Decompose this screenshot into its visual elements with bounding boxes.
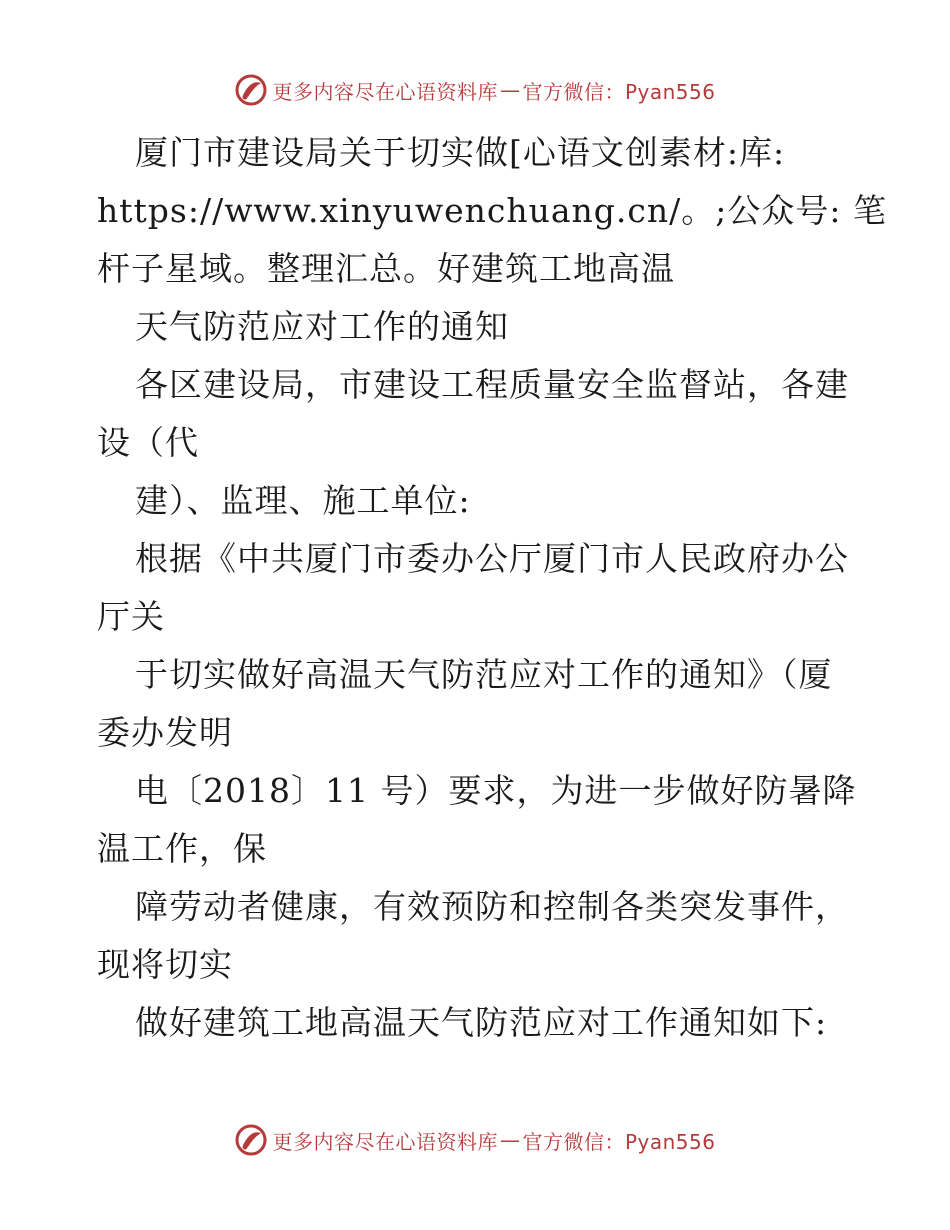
doc-line: 杆子星域。整理汇总。好建筑工地高温	[97, 249, 675, 288]
document-body	[97, 124, 887, 1052]
doc-line: 电〔2018〕11 号）要求，为进一步做好防暑降	[135, 771, 857, 810]
doc-line: 根据《中共厦门市委办公厅厦门市人民政府办公	[135, 539, 849, 578]
footer-banner	[0, 1120, 950, 1160]
brush-logo-icon	[234, 73, 268, 107]
doc-line: https://www.xinyuwenchuang.cn/。;公众号: 笔	[97, 191, 887, 230]
doc-line: 做好建筑工地高温天气防范应对工作通知如下:	[135, 1003, 828, 1042]
header-banner	[0, 70, 950, 110]
banner-dash: —	[499, 1128, 521, 1152]
brush-logo-icon	[234, 1123, 268, 1157]
banner-text: 更多内容尽在心语资料库	[272, 79, 498, 104]
doc-line: 现将切实	[97, 945, 233, 984]
doc-line: 天气防范应对工作的通知	[135, 307, 509, 346]
doc-line: 温工作，保	[97, 829, 267, 868]
doc-line: 障劳动者健康，有效预防和控制各类突发事件，	[135, 887, 849, 926]
banner-wechat: 官方微信：Pyan556	[522, 1129, 716, 1154]
doc-line: 于切实做好高温天气防范应对工作的通知》（厦	[135, 655, 833, 694]
doc-line: 厅关	[97, 597, 165, 636]
doc-line: 建）、监理、施工单位:	[135, 481, 471, 520]
doc-line: 各区建设局，市建设工程质量安全监督站，各建	[135, 365, 849, 404]
doc-line: 设（代	[97, 423, 199, 462]
banner-wechat: 官方微信：Pyan556	[522, 79, 716, 104]
banner-text: 更多内容尽在心语资料库	[272, 1129, 498, 1154]
doc-line: 委办发明	[97, 713, 233, 752]
banner-dash: —	[499, 78, 521, 102]
doc-line: 厦门市建设局关于切实做[心语文创素材:库:	[135, 133, 786, 172]
